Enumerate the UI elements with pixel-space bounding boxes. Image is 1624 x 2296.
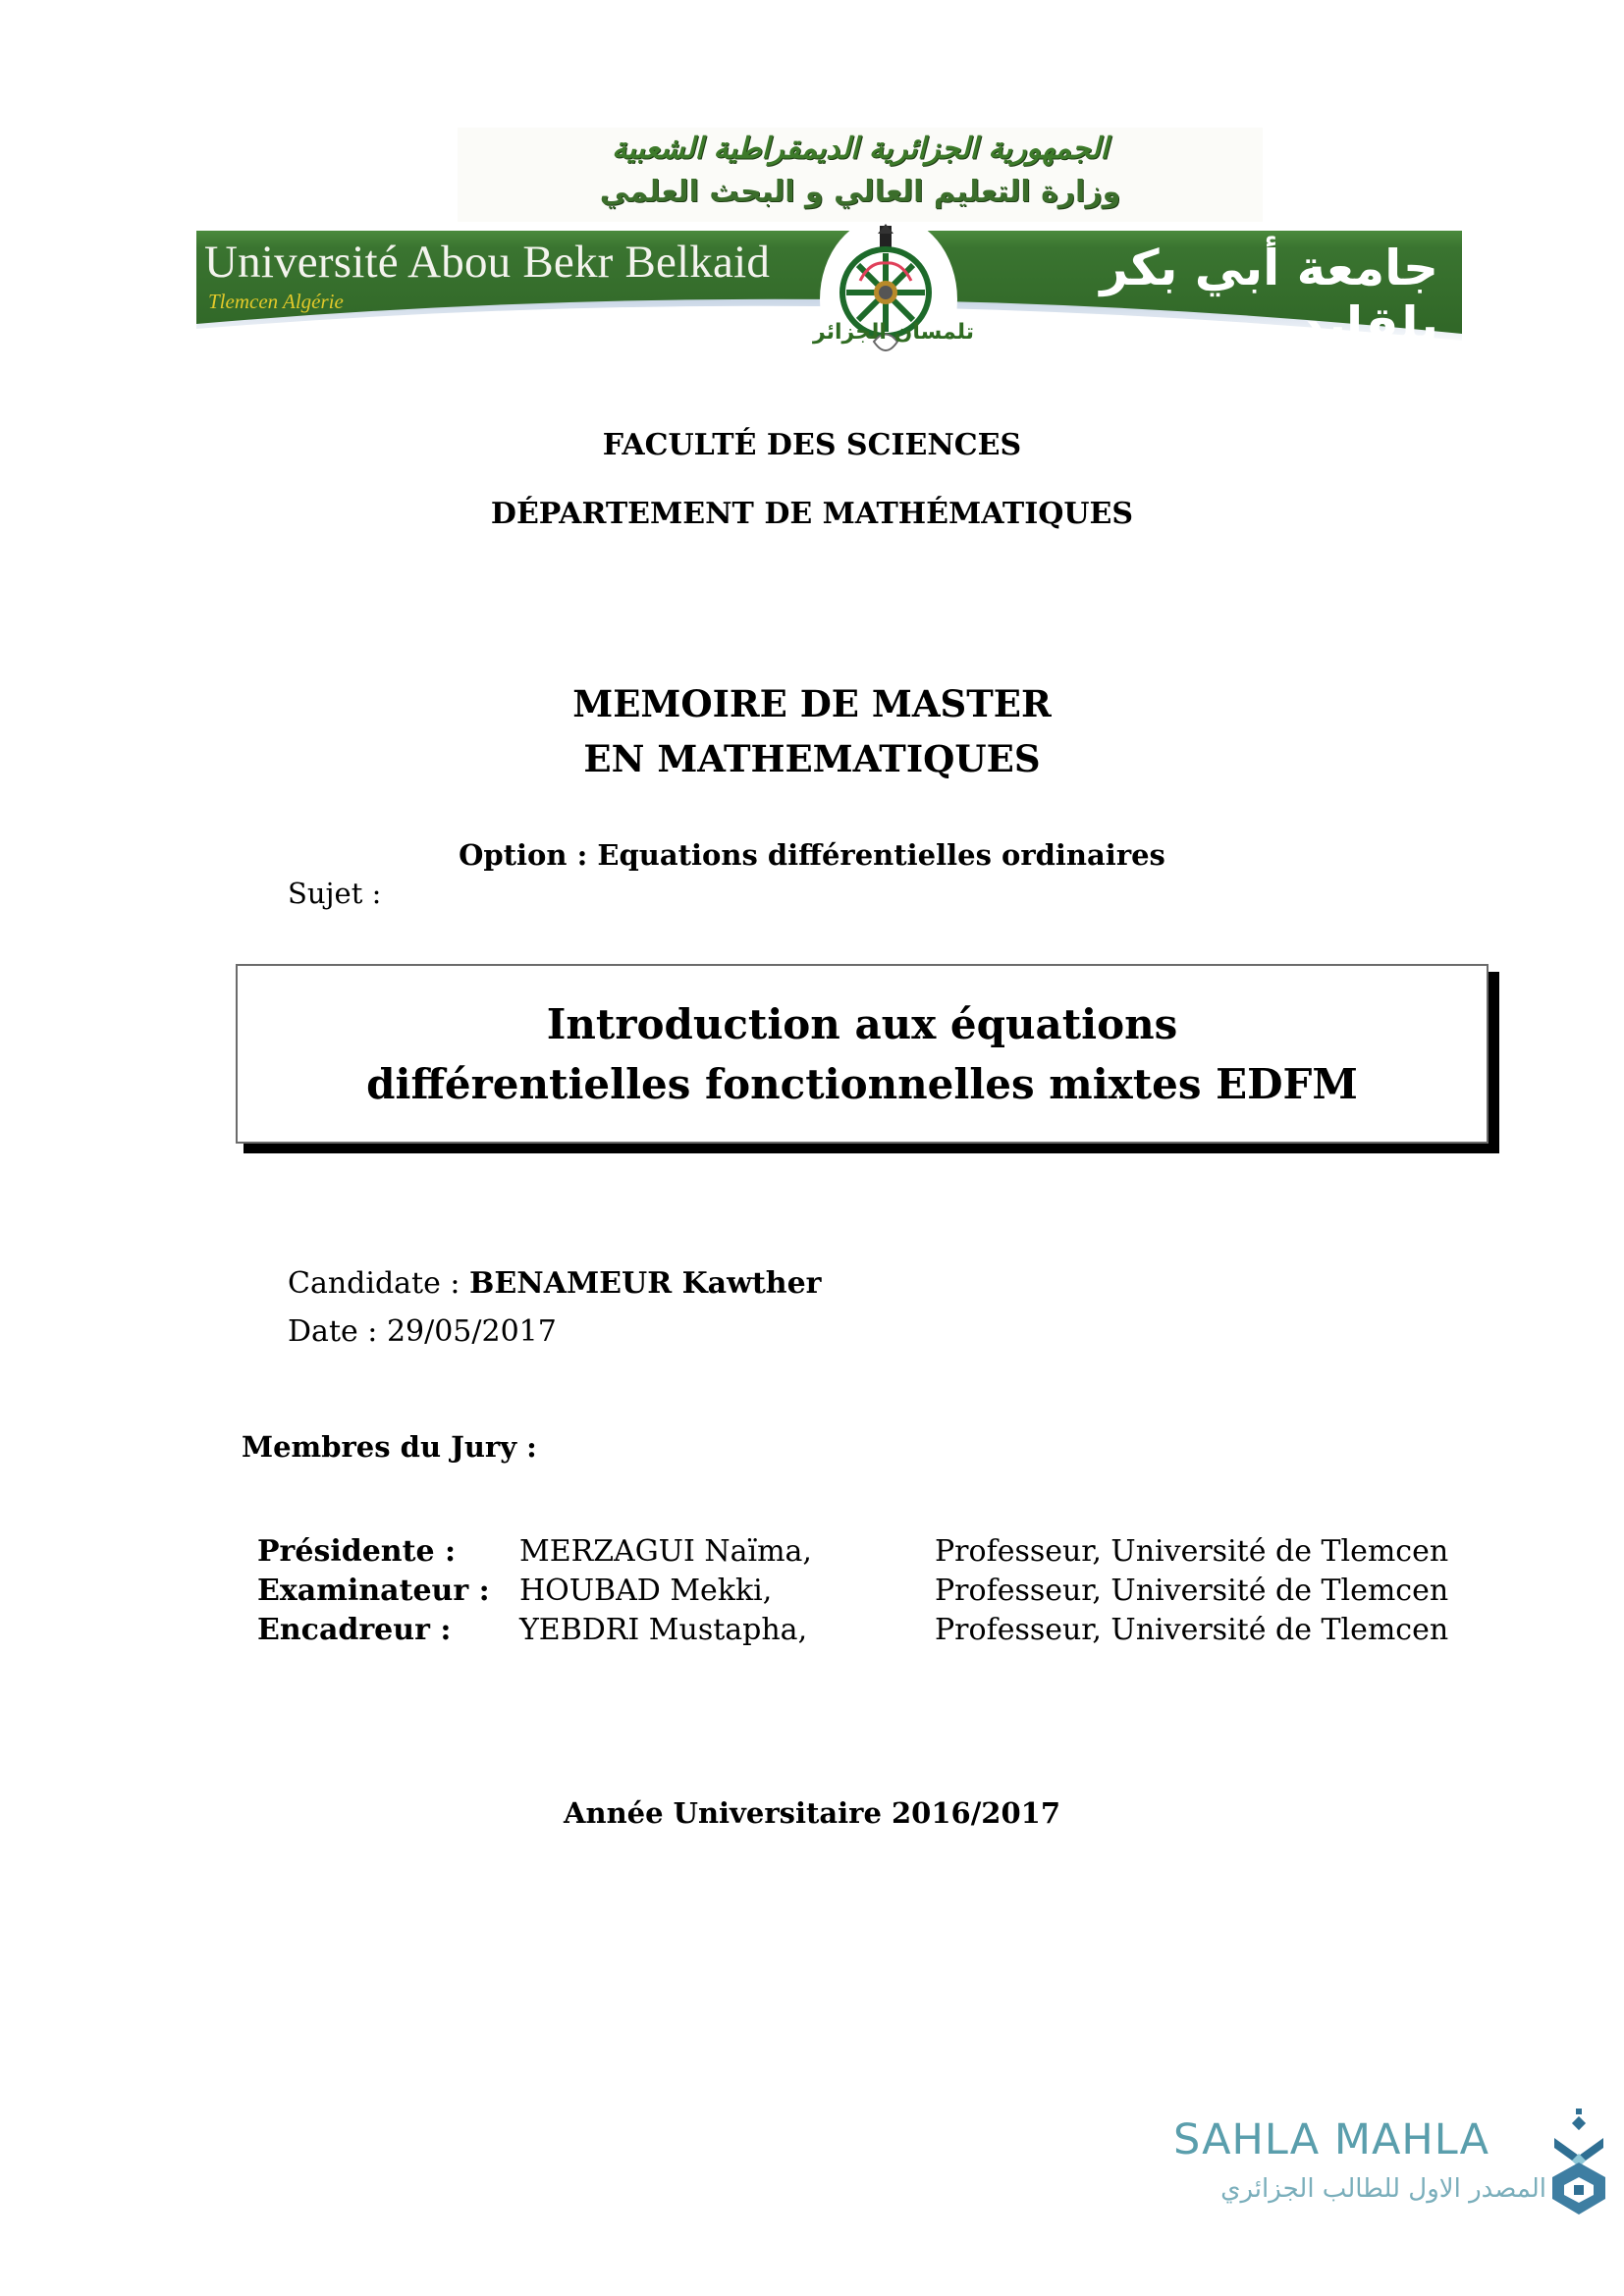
candidate-name: BENAMEUR Kawther: [469, 1266, 822, 1301]
date-label: Date :: [288, 1314, 387, 1349]
memoire-title-line2: EN MATHEMATIQUES: [583, 737, 1041, 780]
ministry-header: [458, 128, 1263, 222]
thesis-title-box: [236, 964, 1489, 1144]
jury-role: Encadreur :: [257, 1613, 452, 1647]
jury-role: Présidente :: [257, 1534, 457, 1569]
jury-affiliation: Professeur, Université de Tlemcen: [935, 1613, 1449, 1647]
university-location: Tlemcen Algérie: [208, 290, 344, 313]
jury-affiliation: Professeur, Université de Tlemcen: [935, 1534, 1449, 1569]
watermark-brand: SAHLA MAHLA: [1173, 2115, 1490, 2164]
faculty-name: FACULTÉ DES SCIENCES: [602, 428, 1022, 462]
watermark-tagline-ar: المصدر الاول للطالب الجزائري: [1220, 2174, 1546, 2204]
subject-label: Sujet :: [288, 877, 382, 910]
memoire-title-line1: MEMOIRE DE MASTER: [572, 682, 1052, 725]
candidate-label: Candidate :: [288, 1266, 470, 1301]
jury-member-name: YEBDRI Mustapha,: [519, 1613, 808, 1647]
academic-year: Année Universitaire 2016/2017: [563, 1796, 1061, 1830]
jury-member-name: MERZAGUI Naïma,: [519, 1534, 812, 1569]
jury-affiliation: Professeur, Université de Tlemcen: [935, 1574, 1449, 1608]
defense-date: 29/05/2017: [386, 1314, 557, 1349]
thesis-title-line1: Introduction aux équations: [546, 999, 1178, 1048]
date-line: [288, 1314, 557, 1349]
jury-member-name: HOUBAD Mekki,: [519, 1574, 773, 1608]
jury-title: Membres du Jury :: [242, 1430, 537, 1464]
sahla-mahla-logo-icon: [1548, 2109, 1609, 2216]
republic-title-ar: الجمهورية الجزائرية الديمقراطية الشعبية: [612, 132, 1109, 166]
seal-caption-ar: تلمسان الجزائر: [813, 320, 974, 345]
memoire-option: Option : Equations différentielles ordinaires: [459, 838, 1165, 872]
thesis-title-line2: différentielles fonctionnelles mixtes EDFM: [366, 1059, 1358, 1108]
department-name: DÉPARTEMENT DE MATHÉMATIQUES: [490, 497, 1134, 531]
university-name-fr: Université Abou Bekr Belkaid: [204, 237, 771, 288]
candidate-line: [288, 1266, 821, 1301]
ministry-title-ar: وزارة التعليم العالي و البحث العلمي: [599, 175, 1121, 209]
university-name-ar: جامعة أبي بكر بلقايد: [1100, 240, 1438, 353]
jury-role: Examinateur :: [257, 1574, 490, 1608]
